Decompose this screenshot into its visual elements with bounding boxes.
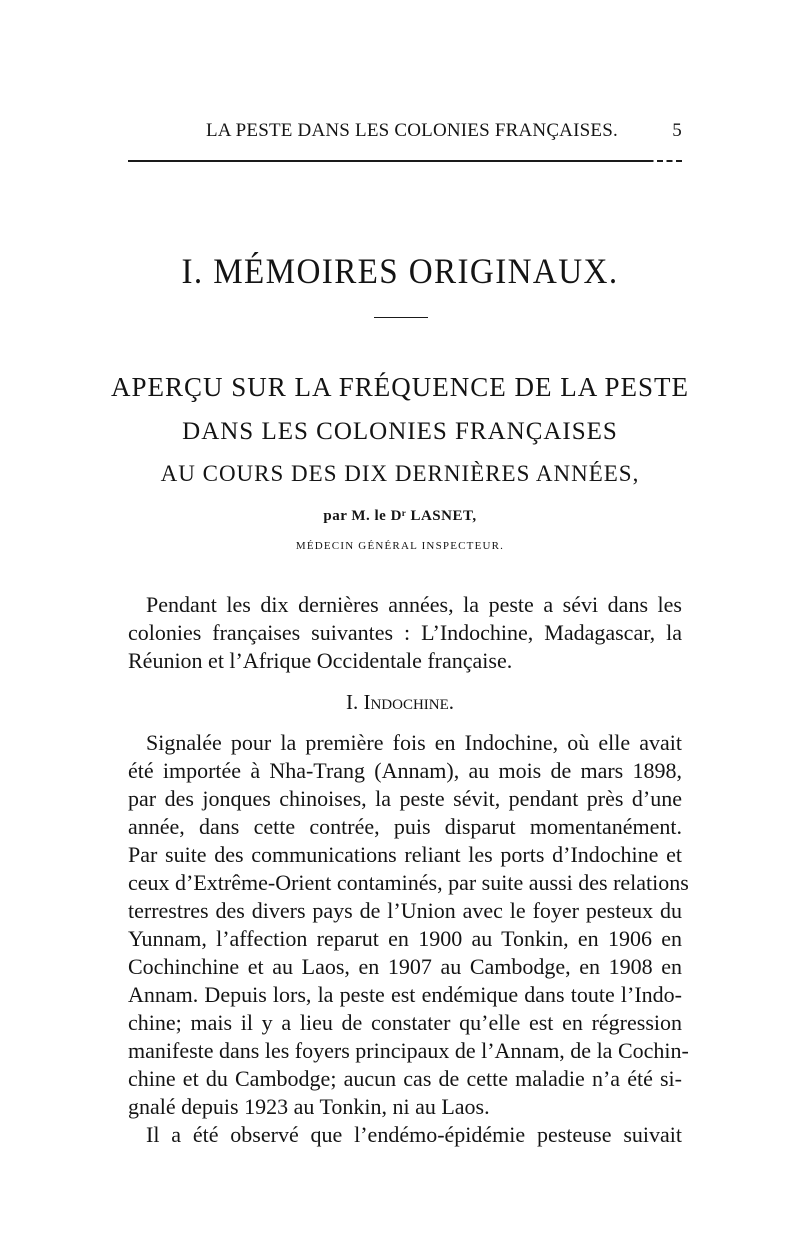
body-line: ceux d’Extrême-Orient contaminés, par suite aussi des relations (128, 870, 689, 895)
page-number: 5 (672, 120, 682, 141)
body-line: manifeste dans les foyers principaux de l’Annam, de la Cochin- (128, 1038, 689, 1063)
body-line: Par suite des communications reliant les ports d’Indochine et (128, 842, 682, 867)
author-affiliation: MÉDECIN GÉNÉRAL INSPECTEUR. (295, 540, 505, 552)
header-rule-tail (600, 160, 682, 162)
section-heading: I. MÉMOIRES ORIGINAUX. (181, 251, 619, 291)
body-line: gnalé depuis 1923 au Tonkin, ni au Laos. (128, 1094, 490, 1119)
intro-line: colonies françaises suivantes : L’Indochine, Madagascar, la (128, 620, 682, 645)
body-line: Il a été observé que l’endémo-épidémie pesteuse suivait (146, 1122, 682, 1147)
body-line: par des jonques chinoises, la peste sévit, pendant près d’une (128, 786, 682, 811)
section-divider (374, 317, 428, 318)
body-line: chine et du Cambodge; aucun cas de cette maladie n’a été si- (128, 1066, 682, 1091)
intro-line: Pendant les dix dernières années, la peste a sévi dans les (146, 592, 682, 617)
subsection-heading: I. Indochine. (345, 690, 455, 714)
body-line: Cochinchine et au Laos, en 1907 au Cambodge, en 1908 en (128, 954, 682, 979)
article-title-line-1: APERÇU SUR LA FRÉQUENCE DE LA PESTE (110, 372, 690, 402)
body-line: terrestres des divers pays de l’Union avec le foyer pesteux du (128, 898, 682, 923)
running-head (128, 120, 682, 144)
author-byline: par M. le Dʳ LASNET, (323, 508, 477, 524)
running-title: LA PESTE DANS LES COLONIES FRANÇAISES. (206, 120, 618, 141)
body-line: été importée à Nha-Trang (Annam), au mois de mars 1898, (128, 758, 682, 783)
article-title-line-3: AU COURS DES DIX DERNIÈRES ANNÉES, (160, 461, 640, 486)
body-line: année, dans cette contrée, puis disparut momentanément. (128, 814, 682, 839)
body-line: Signalée pour la première fois en Indochine, où elle avait (146, 730, 682, 755)
intro-line: Réunion et l’Afrique Occidentale française. (128, 648, 513, 673)
body-line: chine; mais il y a lieu de constater qu’elle est en régression (128, 1010, 682, 1035)
body-line: Annam. Depuis lors, la peste est endémique dans toute l’Indo- (128, 982, 682, 1007)
header-rule (128, 160, 648, 162)
body-line: Yunnam, l’affection reparut en 1900 au Tonkin, en 1906 en (128, 926, 682, 951)
article-title-line-2: DANS LES COLONIES FRANÇAISES (182, 418, 618, 445)
